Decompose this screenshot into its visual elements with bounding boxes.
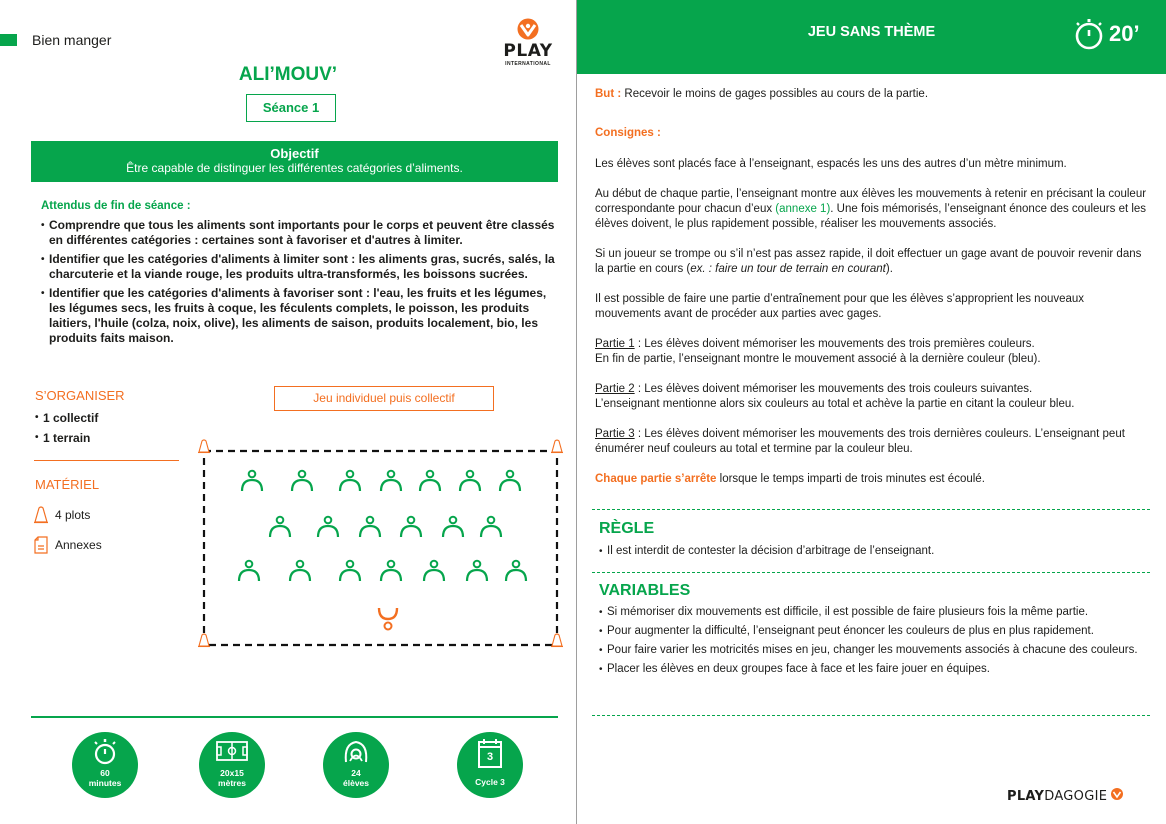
goal-text: Recevoir le moins de gages possibles au cours de la partie. — [621, 88, 929, 100]
stopwatch-icon — [1074, 17, 1104, 51]
dashed-divider — [592, 715, 1150, 716]
field-icon — [216, 738, 248, 764]
badge-unit: mètres — [218, 778, 246, 788]
student-icon — [381, 561, 401, 581]
instruction-text: ). — [885, 263, 893, 275]
student-icon — [401, 517, 421, 537]
field-size-badge — [199, 732, 265, 798]
annex-link[interactable]: (annexe 1) — [775, 203, 831, 215]
dashed-divider — [592, 509, 1150, 510]
brand-bold: PLAY — [1007, 789, 1045, 804]
rule-list — [599, 544, 1149, 563]
part-label: Partie 1 — [595, 338, 635, 350]
expectations-list — [41, 218, 556, 350]
student-icon — [318, 517, 338, 537]
part-2 — [595, 382, 1147, 412]
group-icon — [342, 738, 370, 766]
instruction-text: . Une fois mémorisés, l’enseignant énonce des couleurs et les élèves doivent, le plus rapidement possible, réaliser les mouvements associés. — [595, 203, 1147, 230]
game-title: JEU SANS THÈME — [807, 24, 936, 40]
variables-title: VARIABLES — [599, 582, 691, 599]
instruction-paragraph — [595, 187, 1147, 232]
part-1 — [595, 337, 1147, 367]
duration-badge — [72, 732, 138, 798]
student-icon — [340, 471, 360, 491]
end-label: Chaque partie s’arrête — [595, 473, 717, 485]
badge-unit: minutes — [88, 778, 122, 788]
teacher-icon — [379, 608, 397, 630]
variable-item: • Si mémoriser dix mouvements est difficile, il est possible de faire plusieurs fois la même partie. — [599, 605, 1149, 620]
field-diagram — [195, 438, 570, 658]
variable-item: • Placer les élèves en deux groupes face à face et les faire jouer en équipes. — [599, 662, 1149, 677]
organise-list — [35, 408, 98, 448]
calendar-number: 3 — [486, 751, 494, 763]
example-text: ex. : faire un tour de terrain en courant — [690, 263, 886, 275]
section-divider — [34, 460, 179, 461]
play-heart-logo-icon — [498, 18, 558, 42]
badge-value: 60 — [100, 768, 110, 778]
cone-icon — [33, 506, 49, 524]
badge-value: 20x15 — [220, 768, 244, 778]
objective-banner — [31, 141, 558, 182]
material-label: Annexes — [55, 538, 102, 552]
game-type-badge: Jeu individuel puis collectif — [274, 386, 494, 411]
student-icon — [443, 517, 463, 537]
badge-unit: Cycle 3 — [475, 777, 505, 787]
rule-title: RÈGLE — [599, 520, 655, 537]
part-label: Partie 2 — [595, 383, 635, 395]
student-icon — [424, 561, 444, 581]
brand-light: DAGOGIE — [1044, 789, 1108, 804]
organise-item: • 1 terrain — [35, 428, 98, 448]
expectation-item: • Identifier que les catégories d'aliments à favoriser sont : l'eau, les fruits et les légumes, les légumes secs, les fruits à coque, les féculents complets, le poisson, les produits laitiers, l'huile (colza, noix, olive), les aliments de saison, produits localement, bio, les produits faits maison. — [41, 286, 556, 346]
student-icon — [292, 471, 312, 491]
student-icon — [360, 517, 380, 537]
document-icon — [33, 536, 49, 554]
instruction-text: Si un joueur se trompe ou s’il n’est pas assez rapide, il doit effectuer un gage avant de pouvoir revenir dans la partie en cours ( — [595, 248, 1142, 275]
students-badge — [323, 732, 389, 798]
end-text: lorsque le temps imparti de trois minutes est écoulé. — [716, 473, 985, 485]
cone-icon — [198, 440, 210, 453]
part-text: En fin de partie, l’enseignant montre le mouvement associé à la dernière couleur (bleu). — [595, 353, 1041, 365]
student-icon — [481, 517, 501, 537]
goal-label: But : — [595, 88, 622, 100]
session-badge: Séance 1 — [246, 94, 336, 122]
badge-value: 24 — [351, 768, 361, 778]
left-page — [0, 0, 576, 824]
student-icon — [270, 517, 290, 537]
variables-list — [599, 605, 1149, 681]
rule-item: • Il est interdit de contester la décision d’arbitrage de l’enseignant. — [599, 544, 1149, 559]
game-header — [577, 0, 1166, 74]
cone-icon — [551, 440, 563, 453]
cone-icon — [198, 634, 210, 647]
instruction-text: Au début de chaque partie, l’enseignant montre aux élèves les mouvements à retenir en précisant la couleur correspondante pour chacun d’eux — [595, 188, 1147, 215]
instruction-paragraph: Il est possible de faire une partie d’entraînement pour que les élèves s’approprient les nouveaux mouvements avant de procéder aux parties avec gages. — [595, 293, 1085, 320]
instructions-content — [595, 87, 1147, 502]
logo-text: PLAY — [503, 41, 553, 61]
student-icon — [467, 561, 487, 581]
student-icon — [340, 561, 360, 581]
student-icon — [381, 471, 401, 491]
end-condition — [595, 472, 1147, 487]
student-icon — [290, 561, 310, 581]
theme-label: Bien manger — [32, 32, 112, 48]
part-label: Partie 3 — [595, 428, 635, 440]
theme-color-marker — [0, 34, 17, 46]
calendar-icon — [478, 738, 502, 768]
student-icon — [460, 471, 480, 491]
duration-indicator — [1074, 17, 1140, 51]
student-icon — [242, 471, 262, 491]
logo-subtext: INTERNATIONAL — [505, 61, 551, 67]
material-title: MATÉRIEL — [35, 477, 100, 492]
bottom-divider — [31, 716, 558, 718]
expectation-item: • Comprendre que tous les aliments sont importants pour le corps et peuvent être classés en différentes catégories : certaines sont à favoriser et d'autres à limiter. — [41, 218, 556, 248]
variable-item: • Pour augmenter la difficulté, l’enseignant peut énoncer les couleurs de plus en plus rapidement. — [599, 624, 1149, 639]
badge-unit: élèves — [343, 778, 369, 788]
variable-item: • Pour faire varier les motricités mises en jeu, changer les mouvements associés à chacune des couleurs. — [599, 643, 1149, 658]
part-3 — [595, 427, 1147, 457]
student-icon — [506, 561, 526, 581]
objective-text: Être capable de distinguer les différentes catégories d’aliments. — [126, 161, 463, 175]
student-icon — [500, 471, 520, 491]
dashed-divider — [592, 572, 1150, 573]
right-page — [577, 0, 1166, 824]
objective-title: Objectif — [270, 146, 319, 161]
expectations-title: Attendus de fin de séance : — [41, 200, 191, 212]
organise-title: S’ORGANISER — [35, 388, 125, 403]
goal — [595, 87, 1147, 102]
instruction-paragraph: Les élèves sont placés face à l’enseignant, espacés les uns des autres d’un mètre minimum. — [595, 158, 1067, 170]
student-icon — [239, 561, 259, 581]
stopwatch-icon — [92, 738, 118, 766]
page-title: ALI’MOUV’ — [238, 64, 338, 85]
cycle-badge — [457, 732, 523, 798]
play-international-logo — [498, 18, 558, 70]
part-text: : Les élèves doivent mémoriser les mouvements des trois premières couleurs. — [634, 338, 1035, 350]
part-text: : Les élèves doivent mémoriser les mouvements des trois couleurs suivantes. — [634, 383, 1033, 395]
summary-badges — [72, 732, 532, 802]
material-label: 4 plots — [55, 508, 91, 522]
duration-value: 20’ — [1109, 21, 1140, 46]
material-item-annexes — [33, 536, 102, 554]
student-icon — [420, 471, 440, 491]
play-heart-logo-icon — [1110, 787, 1124, 801]
organise-item: • 1 collectif — [35, 408, 98, 428]
material-item-plots — [33, 506, 90, 524]
expectation-item: • Identifier que les catégories d'aliments à limiter sont : les aliments gras, sucrés, salés, la charcuterie et la viande rouge, les produits ultra-transformés, les boissons sucrées. — [41, 252, 556, 282]
instruction-paragraph — [595, 247, 1147, 277]
playdagogie-brand — [1007, 789, 1124, 804]
cone-icon — [551, 634, 563, 647]
part-text: : Les élèves doivent mémoriser les mouvements des trois dernières couleurs. L’enseignant peut énumérer neuf couleurs au total et termine par la couleur bleu. — [595, 428, 1125, 455]
part-text: L’enseignant mentionne alors six couleurs au total et achève la partie en citant la couleur bleu. — [595, 398, 1075, 410]
instructions-label: Consignes : — [595, 127, 661, 139]
